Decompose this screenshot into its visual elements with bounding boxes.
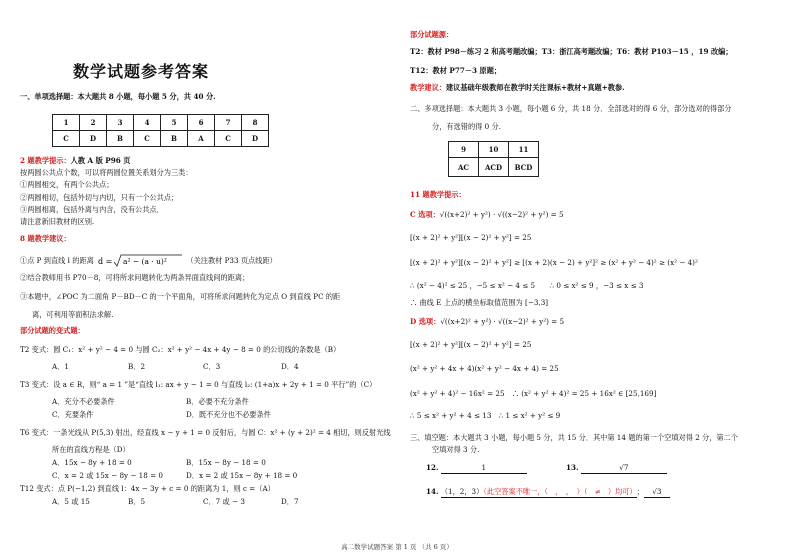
c-derivation: ∴ (x² − 4)² ≤ 25 ，−5 ≤ x² − 4 ≤ 5 ∴ 0 ≤ x² ≤ 9 ，−3 ≤ x ≤ 3 bbox=[410, 281, 644, 290]
table-cell: 10 bbox=[479, 142, 509, 158]
table-cell: D bbox=[80, 131, 107, 147]
advice-text: 建议基础年级教师在教学时关注课标+教材+真题+教参. bbox=[445, 83, 625, 92]
q14-note: （此空答案不唯一，（ ， ， ）（ ≠ ）均可） bbox=[483, 487, 637, 496]
table-cell: 6 bbox=[188, 115, 215, 131]
q2-line: ①两圆相交，有两个公共点； bbox=[20, 180, 114, 189]
t3-option: D．既不充分也不必要条件 bbox=[186, 410, 271, 419]
c-derivation: [(x + 2)² + y²][(x − 2)² + y²] ≥ [(x + 2)(x − 2) + y²]² ≥ (x² + y² − 4)² ≥ (x² − 4)² bbox=[410, 258, 698, 267]
q8-line-1-note: （关注教材 P33 页点线距） bbox=[186, 256, 277, 265]
t2-variant: T2 变式：圆 C₁：x² + y² − 4 = 0 与圆 C₂：x² + y² − 4x + 4y − 8 = 0 的公切线的条数是（B） bbox=[20, 345, 341, 354]
advice-label: 教学建议： bbox=[410, 83, 446, 92]
svg-text:d =: d = bbox=[98, 257, 113, 266]
q13-blank: √7 bbox=[581, 463, 667, 474]
table-answer-row bbox=[53, 131, 269, 147]
q14-answer bbox=[426, 487, 670, 498]
q2-line: 按两圆公共点个数，可以将两圆位置关系划分为三类： bbox=[20, 168, 193, 177]
t2-option: B．2 bbox=[128, 362, 146, 371]
q14-number: 14. bbox=[426, 487, 439, 496]
table-cell: BCD bbox=[509, 158, 539, 177]
q14-blank-1 bbox=[441, 487, 637, 498]
t12-option: A．5 或 15 bbox=[52, 497, 90, 506]
table-cell: B bbox=[107, 131, 134, 147]
q2-tip-label: 2 题教学提示： bbox=[20, 156, 71, 165]
t12-option: D．7 bbox=[281, 497, 299, 506]
t3-variant: T3 变式：设 a ∈ R，则“ a = 1 ”是“直线 l₁: ax + y − 1 = 0 与直线 l₂: (1+a)x + 2y + 1 = 0 平行”的（C） bbox=[20, 380, 377, 389]
source-line-2: T12：教材 P77－3 原题； bbox=[410, 66, 502, 75]
q12-number: 12. bbox=[426, 463, 439, 472]
table-cell: 4 bbox=[134, 115, 161, 131]
page-title: 数学试题参考答案 bbox=[73, 62, 210, 81]
d-derivation: [(x + 2)² + y²][(x − 2)² + y²] = 25 bbox=[410, 340, 532, 349]
table-cell: 3 bbox=[107, 115, 134, 131]
t6-option: C．x = 2 或 15x − 8y − 18 = 0 bbox=[52, 471, 163, 480]
t6-variant-cont: 所在的直线方程是（D） bbox=[52, 445, 130, 454]
table-cell: 8 bbox=[242, 115, 269, 131]
table-cell: C bbox=[53, 131, 80, 147]
table-cell: 7 bbox=[215, 115, 242, 131]
source-line-1: T2：教材 P98－练习 2 和高考题改编；T3：浙江高考题改编；T6：教材 P103－15 ，19 改编； bbox=[410, 47, 733, 56]
table-header-row bbox=[53, 115, 269, 131]
single-choice-answer-table bbox=[52, 114, 269, 147]
c-derivation: [(x + 2)² + y²][(x − 2)² + y²] = 25 bbox=[410, 233, 532, 242]
c-derivation: ∴ 曲线 E 上点的横坐标取值范围为 [−3,3] bbox=[410, 298, 549, 307]
q12-blank: 1 bbox=[441, 463, 527, 474]
t2-option: A．1 bbox=[52, 362, 69, 371]
d-option-label: D 选项： bbox=[410, 317, 441, 326]
d-derivation: (x² + y² + 4)² − 16x² = 25 ∴ (x² + y² + 4)² = 25 + 16x² ∈ [25,169] bbox=[410, 389, 657, 398]
q14-separator: ； bbox=[636, 487, 644, 496]
table-cell: 2 bbox=[80, 115, 107, 131]
q14-blank-2: √3 bbox=[644, 487, 670, 498]
table-cell: AC bbox=[449, 158, 479, 177]
q8-line-1 bbox=[20, 253, 277, 269]
t6-option: B．15x − 8y − 18 = 0 bbox=[186, 458, 266, 467]
t6-option: D．x = 2 或 15x − 8y + 18 = 0 bbox=[186, 471, 298, 480]
table-cell: A bbox=[188, 131, 215, 147]
distance-formula-image bbox=[96, 253, 184, 269]
t3-option: A．充分不必要条件 bbox=[52, 397, 115, 406]
t3-option: C．充要条件 bbox=[52, 410, 94, 419]
q8-line-1-text: ①点 P 到直线 l 的距离 bbox=[20, 256, 94, 265]
d-option-eq: √((x+2)² + y²) · √((x−2)² + y²) = 5 bbox=[440, 317, 565, 326]
section-2-heading-cont: 分，有选错的得 0 分. bbox=[432, 122, 501, 131]
q14-answer-a: （1，2，3） bbox=[440, 487, 484, 496]
t6-option: A．15x − 8y + 18 = 0 bbox=[52, 458, 132, 467]
table-cell: D bbox=[242, 131, 269, 147]
section-2-heading: 二、多项选择题：本大题共 3 小题，每小题 6 分，共 18 分．全部选对的得 6 分，部分选对的得部分 bbox=[410, 104, 732, 113]
q13-number: 13. bbox=[566, 463, 579, 472]
table-header-row bbox=[449, 142, 539, 158]
table-cell: C bbox=[134, 131, 161, 147]
q2-tip-text: 人教 A 版 P96 页 bbox=[70, 156, 131, 165]
page-footer: 高二数学试题答案 第 1 页 （共 6 页） bbox=[341, 543, 453, 551]
q13-answer bbox=[566, 463, 667, 474]
c-option-eq: √((x+2)² + y²) · √((x−2)² + y²) = 5 bbox=[439, 210, 564, 219]
d-derivation: (x² + y² + 4x + 4)(x² + y² − 4x + 4) = 25 bbox=[410, 364, 559, 373]
q8-line-2: ②结合教师用书 P70－8，可将所求问题转化为两条异面直线间的距离； bbox=[20, 273, 250, 282]
c-option-line bbox=[410, 210, 564, 220]
table-cell: 11 bbox=[509, 142, 539, 158]
multi-choice-answer-table bbox=[448, 141, 539, 177]
t2-option: C．3 bbox=[203, 362, 221, 371]
q2-tip bbox=[20, 156, 130, 166]
t12-variant: T12 变式：点 P(−1,2) 到直线 l：4x − 3y + c = 0 的距离为 1，则 c =（A） bbox=[20, 484, 275, 493]
q12-answer bbox=[426, 463, 527, 474]
table-cell: B bbox=[161, 131, 188, 147]
teaching-advice bbox=[410, 83, 625, 93]
c-option-label: C 选项： bbox=[410, 210, 440, 219]
q8-tip-label: 8 题教学建议： bbox=[20, 234, 71, 243]
section-3-heading: 三、填空题：本大题共 3 小题，每小题 5 分，共 15 分．其中第 14 题的第一个空填对得 2 分，第二个 bbox=[410, 433, 738, 442]
table-answer-row bbox=[449, 158, 539, 177]
t2-option: D．4 bbox=[281, 362, 299, 371]
d-derivation: ∴ 5 ≤ x² + y² + 4 ≤ 13 ∴ 1 ≤ x² + y² ≤ 9 bbox=[410, 411, 561, 420]
q8-line-4: 离，可利用等面积法求解. bbox=[32, 310, 114, 319]
section-3-heading-cont: 空填对得 3 分. bbox=[432, 445, 480, 454]
table-cell: 5 bbox=[161, 115, 188, 131]
t12-option: B．5 bbox=[128, 497, 146, 506]
d-option-line bbox=[410, 317, 564, 327]
q2-line: ②两圆相切，包括外切与内切，只有一个公共点； bbox=[20, 193, 179, 202]
section-1-heading: 一、单项选择题：本大题共 8 小题，每小题 5 分，共 40 分. bbox=[20, 92, 216, 101]
table-cell: 1 bbox=[53, 115, 80, 131]
t6-variant: T6 变式：一条光线从 P(5,3) 射出，经直线 x − y + 1 = 0 反射后，与圆 C：x² + (y + 2)² = 4 相切，则反射光线 bbox=[20, 428, 391, 437]
t12-option: C．7 或 − 3 bbox=[203, 497, 245, 506]
q11-tip-label: 11 题教学提示： bbox=[410, 190, 466, 199]
q8-line-3: ③本题中，∠POC 为二面角 P－BD－C 的一个平面角，可将所求问题转化为定点 O 到直线 PC 的距 bbox=[20, 292, 341, 301]
q2-line: 请注意新旧教材的区别. bbox=[20, 217, 95, 226]
table-cell: C bbox=[215, 131, 242, 147]
variant-heading: 部分试题的变式题： bbox=[20, 326, 85, 335]
source-heading: 部分试题源： bbox=[410, 30, 454, 39]
svg-text:a² − (a · u)²: a² − (a · u)² bbox=[123, 257, 167, 266]
table-cell: 9 bbox=[449, 142, 479, 158]
table-cell: ACD bbox=[479, 158, 509, 177]
t3-option: B．必要不充分条件 bbox=[186, 397, 249, 406]
q2-line: ③两圆相离，包括外离与内含，没有公共点． bbox=[20, 205, 164, 214]
